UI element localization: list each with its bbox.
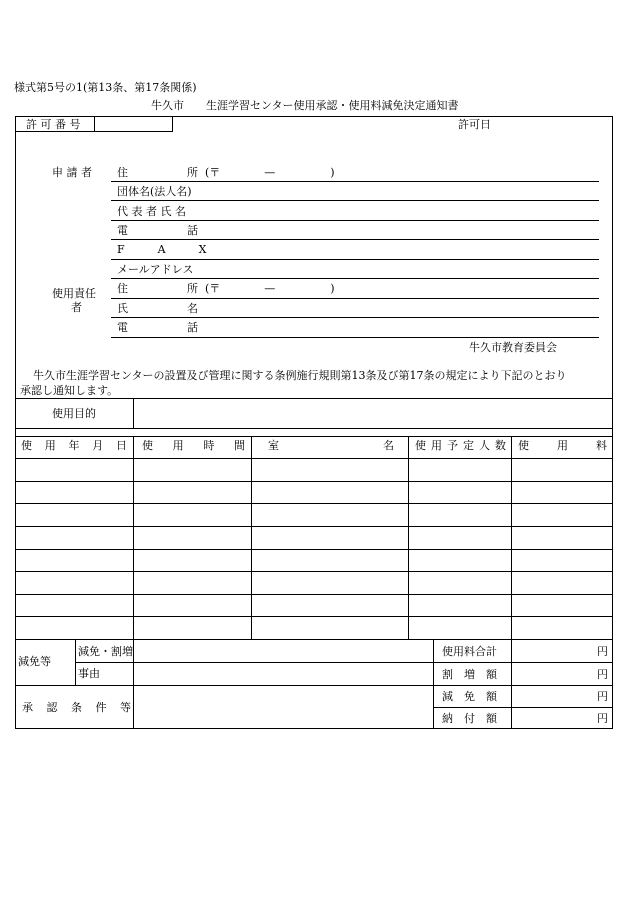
header-bottom-line xyxy=(15,458,613,459)
payment-amount-label: 納 付 額 xyxy=(442,712,497,725)
purpose-bottom-line xyxy=(15,428,613,429)
purpose-label: 使用目的 xyxy=(52,407,96,420)
row-line xyxy=(111,200,599,201)
responsible-label-line1: 使用責任 xyxy=(52,287,96,300)
row-line xyxy=(111,317,599,318)
table-row xyxy=(15,549,613,550)
responsible-label-line2: 者 xyxy=(71,301,82,314)
totals-divider-left xyxy=(433,639,434,729)
payment-amount-unit: 円 xyxy=(597,712,608,725)
applicant-org-name-label: 団体名(法人名) xyxy=(117,185,192,198)
col-divider xyxy=(408,436,409,639)
table-row xyxy=(15,481,613,482)
responsible-name-k2: 名 xyxy=(187,302,198,315)
row-line xyxy=(111,259,599,260)
applicant-representative-label: 代 表 者 氏 名 xyxy=(117,205,186,218)
totals-line xyxy=(433,662,613,663)
city-name: 牛久市 xyxy=(151,99,184,112)
usage-header-fee: 使 用 料 xyxy=(518,439,607,452)
table-row xyxy=(15,571,613,572)
row-line xyxy=(111,278,599,279)
reduction-type-label: 減免・割増 xyxy=(78,645,133,658)
table-row xyxy=(15,503,613,504)
col-divider xyxy=(133,436,134,639)
purpose-field[interactable] xyxy=(134,399,612,427)
applicant-fax-label: F A X xyxy=(117,243,207,256)
permit-date-label: 許可日 xyxy=(458,118,491,131)
applicant-label: 申 請 者 xyxy=(52,166,92,179)
total-fee-unit: 円 xyxy=(597,645,608,658)
document-title: 生涯学習センター使用承認・使用料減免決定通知書 xyxy=(206,99,459,112)
responsible-address-k2: 所 xyxy=(187,282,198,295)
form-number: 様式第5号の1(第13条、第17条関係) xyxy=(14,81,197,94)
responsible-address-k1: 住 xyxy=(117,282,128,295)
applicant-address-k2: 所 xyxy=(187,166,198,179)
total-fee-label: 使用料合計 xyxy=(442,645,497,658)
totals-divider-right xyxy=(511,639,512,729)
applicant-email-label: メールアドレス xyxy=(117,263,194,276)
responsible-phone-k2: 話 xyxy=(187,321,198,334)
applicant-address-k1: 住 xyxy=(117,166,128,179)
table-row xyxy=(15,526,613,527)
applicant-postal-code[interactable]: (〒 — ) xyxy=(205,166,335,179)
row-line xyxy=(111,220,599,221)
reduction-type-field[interactable] xyxy=(134,640,432,662)
col-divider xyxy=(511,436,512,639)
reduction-amount-label: 減 免 額 xyxy=(442,690,497,703)
applicant-phone-k1: 電 xyxy=(117,224,128,237)
reduction-amount-unit: 円 xyxy=(597,690,608,703)
usage-header-room: 室 名 xyxy=(268,439,394,452)
responsible-name-k1: 氏 xyxy=(117,302,128,315)
col-divider xyxy=(251,436,252,639)
permit-number-field[interactable] xyxy=(95,116,173,132)
responsible-postal-code[interactable]: (〒 — ) xyxy=(205,282,335,295)
table-row xyxy=(15,594,613,595)
notice-line1: 牛久市生涯学習センターの設置及び管理に関する条例施行規則第13条及び第17条の規定により下記のとおり xyxy=(33,369,567,382)
reduction-label: 減免等 xyxy=(18,655,51,668)
table-row xyxy=(15,616,613,617)
surcharge-unit: 円 xyxy=(597,668,608,681)
applicant-phone-k2: 話 xyxy=(187,224,198,237)
reduction-reason-field[interactable] xyxy=(134,663,432,685)
issuer: 牛久市教育委員会 xyxy=(469,341,557,354)
permit-number-label: 許 可 番 号 xyxy=(26,118,81,131)
row-line xyxy=(111,181,599,182)
responsible-phone-k1: 電 xyxy=(117,321,128,334)
row-line xyxy=(111,298,599,299)
row-line xyxy=(111,239,599,240)
notice-line2: 承認し通知します。 xyxy=(20,384,119,397)
totals-line xyxy=(433,707,613,708)
reduction-reason-label: 事由 xyxy=(78,667,100,680)
approval-conditions-field[interactable] xyxy=(134,686,432,728)
usage-header-date: 使 用 年 月 日 xyxy=(21,439,127,452)
approval-conditions-label: 承 認 条 件 等 xyxy=(22,701,136,714)
usage-header-people: 使 用 予 定 人 数 xyxy=(415,439,506,452)
row-line xyxy=(111,337,599,338)
surcharge-label: 割 増 額 xyxy=(442,668,497,681)
usage-header-time: 使 用 時 間 xyxy=(142,439,245,452)
totals-line xyxy=(433,685,613,686)
table-top-line xyxy=(15,436,613,437)
